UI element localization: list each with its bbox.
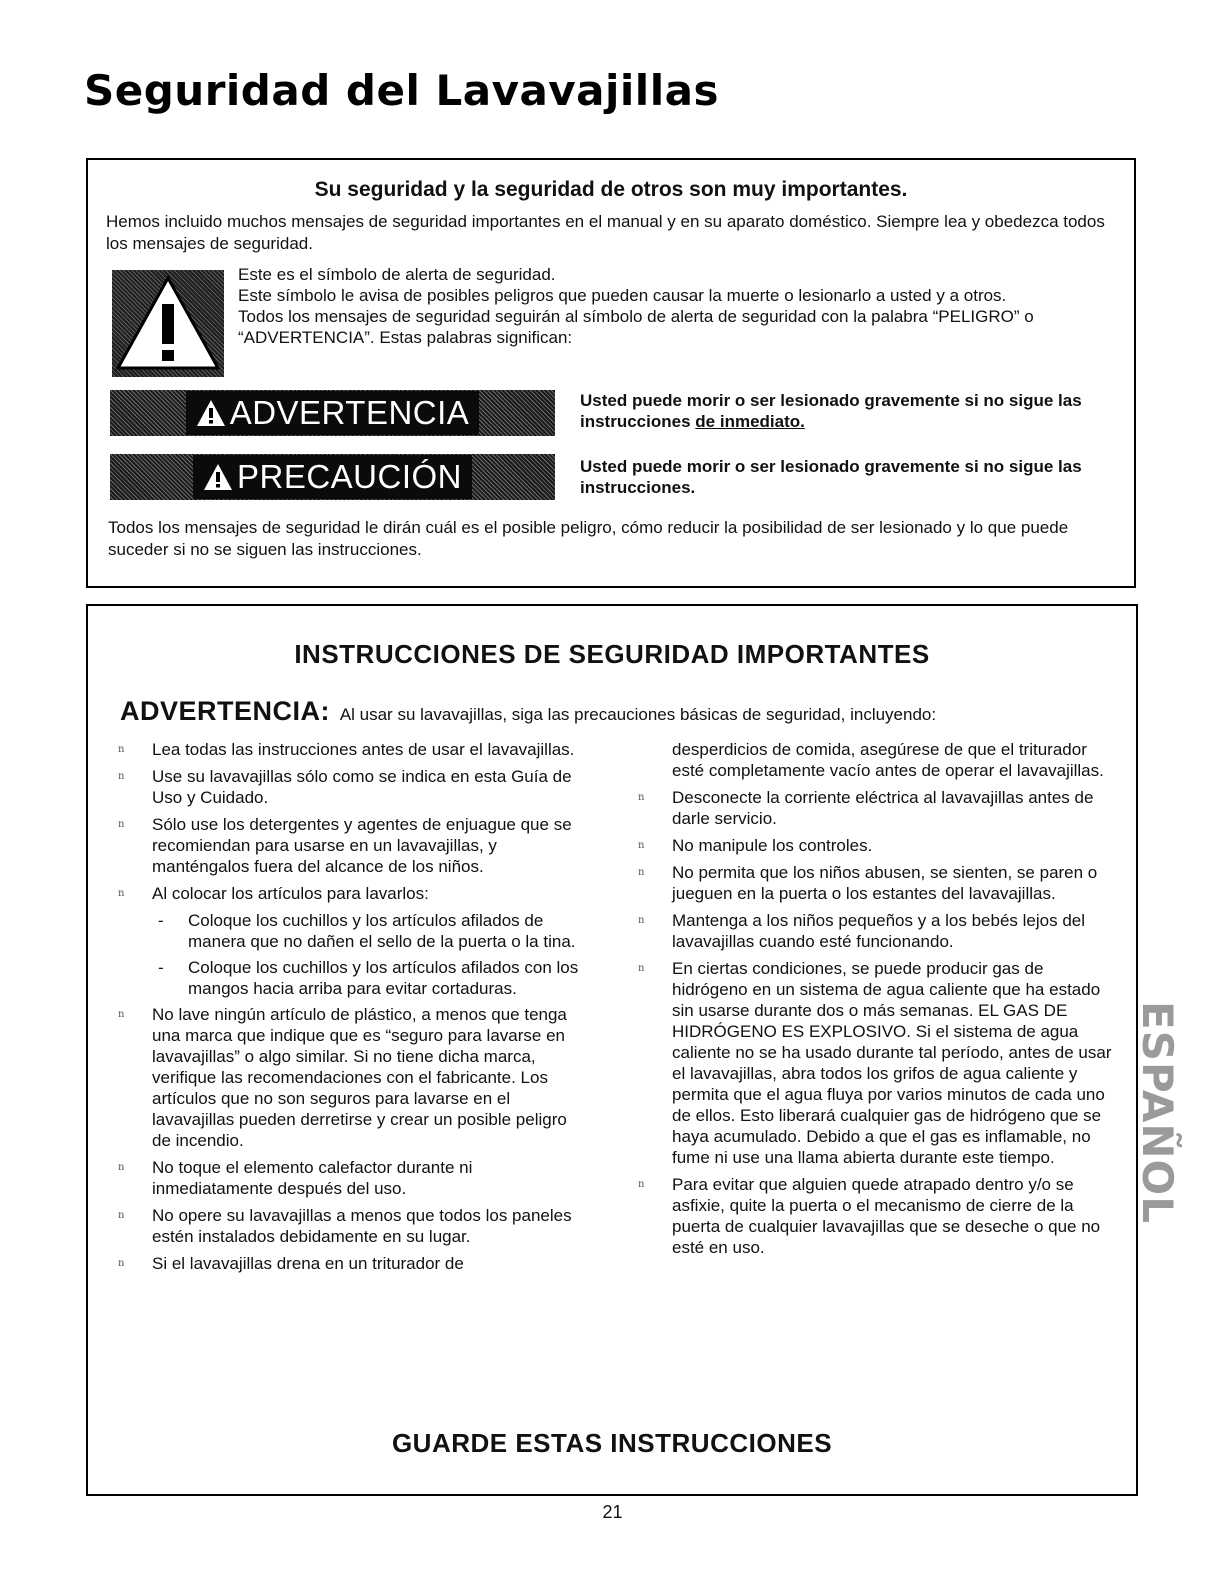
warning-definition-text: Usted puede morir o ser lesionado gravemente si no sigue las instrucciones xyxy=(580,391,1082,431)
list-item xyxy=(118,1205,588,1247)
bullet-marker: n xyxy=(118,819,125,830)
instructions-right-column xyxy=(638,739,1118,1264)
list-item xyxy=(118,814,588,877)
alert-symbol-description xyxy=(238,264,1098,348)
bullet-marker: n xyxy=(638,963,645,974)
bullet-marker: n xyxy=(118,1258,125,1269)
warning-banner xyxy=(110,390,555,436)
sub-list-item: - Coloque los cuchillos y los artículos afilados de manera que no dañen el sello de la puerta o la tina. xyxy=(158,911,576,951)
list-item xyxy=(638,958,1118,1168)
list-item xyxy=(638,910,1118,952)
list-item xyxy=(638,787,1118,829)
symbol-line: Todos los mensajes de seguridad seguirán al símbolo de alerta de seguridad con la palabra “PELIGRO” o “ADVERTENCIA”. Estas palabras significan: xyxy=(238,307,1034,347)
bullet-marker: n xyxy=(638,1179,645,1190)
list-item-text: No lave ningún artículo de plástico, a menos que tenga una marca que indique que es “seguro para lavarse en lavavajillas” o algo similar. Si no tiene dicha marca, verifique las recomendaciones con el fabricante. Los artículos que no son seguros para lavarse en el lavavajillas pueden derretirse y crear un posible peligro de incendio. xyxy=(152,1005,567,1150)
list-item-continuation xyxy=(638,739,1118,781)
language-side-tab xyxy=(1132,992,1182,1232)
list-item xyxy=(118,1253,588,1274)
bullet-marker: n xyxy=(638,915,645,926)
bullet-marker: n xyxy=(118,1210,125,1221)
bullet-marker: n xyxy=(118,744,125,755)
symbol-line: Este símbolo le avisa de posibles peligros que pueden causar la muerte o lesionarlo a usted y a otros. xyxy=(238,286,1007,305)
list-item-text: desperdicios de comida, asegúrese de que el triturador esté completamente vacío antes de operar el lavavajillas. xyxy=(672,740,1104,780)
list-item xyxy=(638,1174,1118,1258)
sub-item-text: Coloque los cuchillos y los artículos afilados con los mangos hacia arriba para evitar cortaduras. xyxy=(188,958,579,998)
symbol-line: Este es el símbolo de alerta de seguridad. xyxy=(238,265,556,284)
instructions-left-column xyxy=(118,739,588,1280)
instructions-heading: INSTRUCCIONES DE SEGURIDAD IMPORTANTES xyxy=(294,639,930,669)
page-title: Seguridad del Lavavajillas xyxy=(84,66,719,115)
list-item-text: Mantenga a los niños pequeños y a los bebés lejos del lavavajillas cuando esté funcionando. xyxy=(672,911,1086,951)
bullet-marker: n xyxy=(118,888,125,899)
list-item xyxy=(118,883,588,904)
warning-triangle-icon xyxy=(196,399,226,427)
caution-triangle-icon xyxy=(203,463,233,491)
safety-closing-text: Todos los mensajes de seguridad le dirán cuál es el posible peligro, cómo reducir la posibilidad de ser lesionado y lo que puede suceder si no se siguen las instrucciones. xyxy=(108,518,1069,559)
safety-message-box xyxy=(86,158,1136,588)
caution-banner-label: PRECAUCIÓN xyxy=(236,458,463,495)
caution-definition: Usted puede morir o ser lesionado gravemente si no sigue las instrucciones. xyxy=(580,457,1082,497)
list-item-text: Desconecte la corriente eléctrica al lavavajillas antes de darle servicio. xyxy=(672,788,1094,828)
safety-instructions-box xyxy=(86,604,1138,1496)
bullet-marker: n xyxy=(638,867,645,878)
page-number: 21 xyxy=(602,1502,623,1522)
list-item-text: No manipule los controles. xyxy=(672,836,873,855)
warning-intro: Al usar su lavavajillas, siga las precauciones básicas de seguridad, incluyendo: xyxy=(339,705,937,724)
list-item-text: No permita que los niños abusen, se sienten, se paren o jueguen en la puerta o los estantes del lavavajillas. xyxy=(672,863,1098,903)
bullet-marker: n xyxy=(118,771,125,782)
list-item xyxy=(118,739,588,760)
instructions-warning xyxy=(120,696,936,727)
bullet-marker: n xyxy=(118,1009,125,1020)
list-item-text: Para evitar que alguien quede atrapado dentro y/o se asfixie, quite la puerta o el mecanismo de cierre de la puerta de cualquier lavavajillas que se deseche o que no esté en uso. xyxy=(672,1175,1101,1257)
list-item xyxy=(118,766,588,808)
list-item-text: Lea todas las instrucciones antes de usar el lavavajillas. xyxy=(152,740,575,759)
warning-label: ADVERTENCIA: xyxy=(120,696,331,726)
bullet-marker: n xyxy=(638,792,645,803)
safety-alert-icon xyxy=(112,270,224,377)
language-label: ESPAÑOL xyxy=(1132,1000,1182,1224)
list-item-text: En ciertas condiciones, se puede producir gas de hidrógeno en un sistema de agua caliente que ha estado sin usarse durante dos o más semanas. EL GAS DE HIDRÓGENO ES EXPLOSIVO. Si el sistema de agua caliente no se ha usado durante tal período, antes de usar el lavavajillas, abra todos los grifos de agua caliente y permita que el agua fluya por varios minutos de cada uno de ellos. Esto liberará cualquier gas de hidrógeno que se haya acumulado. Debido a que el gas es inflamable, no fume ni use una llama abierta durante este tiempo. xyxy=(672,959,1112,1167)
list-item xyxy=(118,1004,588,1151)
list-item-text: No toque el elemento calefactor durante ni inmediatamente después del uso. xyxy=(152,1158,473,1198)
list-item-text: No opere su lavavajillas a menos que todos los paneles estén instalados debidamente en su lugar. xyxy=(152,1206,572,1246)
safety-box-heading: Su seguridad y la seguridad de otros son muy importantes. xyxy=(314,178,908,201)
list-item-text: Sólo use los detergentes y agentes de enjuague que se recomiendan para usarse en un lavavajillas, y manténgalos fuera del alcance de los niños. xyxy=(152,815,572,876)
warning-banner-label: ADVERTENCIA xyxy=(229,394,470,431)
warning-definition xyxy=(580,390,1100,432)
bullet-marker: n xyxy=(638,840,645,851)
list-item xyxy=(638,862,1118,904)
caution-banner xyxy=(110,454,555,500)
bullet-marker: n xyxy=(118,1162,125,1173)
save-instructions-heading: GUARDE ESTAS INSTRUCCIONES xyxy=(391,1428,833,1458)
sub-item-text: Coloque los cuchillos y los artículos afilados de manera que no dañen el sello de la puerta o la tina. xyxy=(188,911,576,951)
sub-list-item: - Coloque los cuchillos y los artículos afilados con los mangos hacia arriba para evitar cortaduras. xyxy=(158,958,579,998)
warning-definition-emphasis: de inmediato. xyxy=(695,412,805,431)
list-item-text: Use su lavavajillas sólo como se indica en esta Guía de Uso y Cuidado. xyxy=(152,767,572,807)
list-item-text: Al colocar los artículos para lavarlos: xyxy=(152,884,429,903)
list-item-text: Si el lavavajillas drena en un triturador de xyxy=(152,1254,464,1273)
list-item xyxy=(118,1157,588,1199)
list-item xyxy=(638,835,1118,856)
safety-intro: Hemos incluido muchos mensajes de seguridad importantes en el manual y en su aparato doméstico. Siempre lea y obedezca todos los mensajes de seguridad. xyxy=(106,212,1105,253)
